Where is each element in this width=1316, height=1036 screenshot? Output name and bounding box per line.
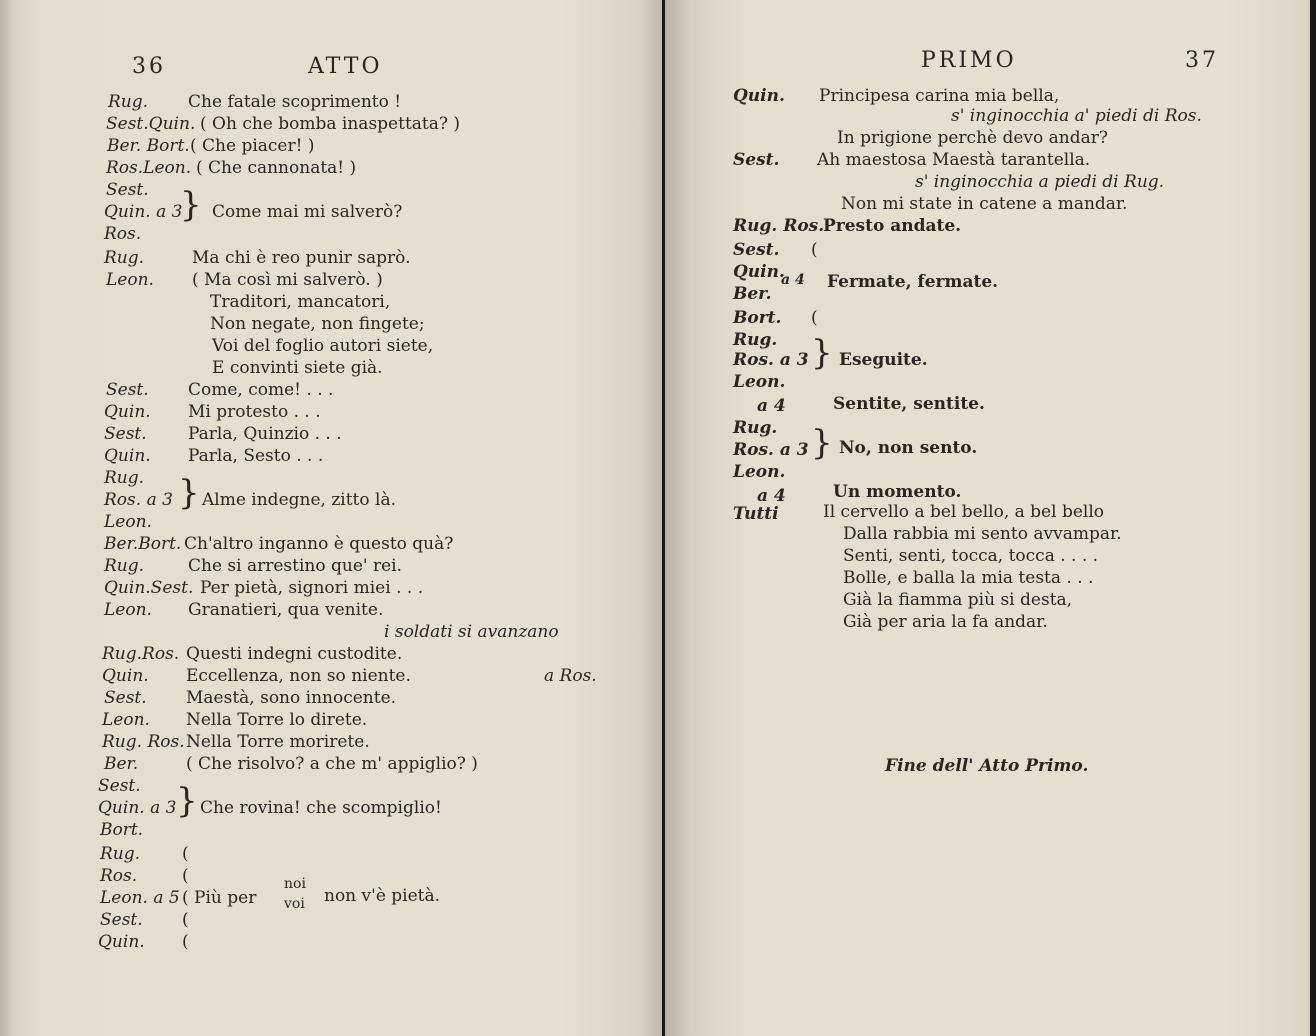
brace: }: [811, 333, 833, 373]
verse-line: Parla, Quinzio . . .: [188, 424, 342, 444]
speaker: Leon.: [104, 512, 152, 532]
speaker: Sest.: [104, 688, 147, 708]
stage-direction: s' inginocchia a piedi di Rug.: [915, 172, 1165, 192]
verse-line: Principesa carina mia bella,: [819, 86, 1060, 106]
verse-line: (: [182, 910, 189, 930]
verse-line: Eccellenza, non so niente.: [186, 666, 411, 686]
verse-line: Granatieri, qua venite.: [188, 600, 384, 620]
verse-line: Come mai mi salverò?: [212, 202, 403, 222]
speaker: Quin.: [98, 932, 145, 952]
verse-line: Nella Torre morirete.: [186, 732, 370, 752]
speaker: Rug.: [100, 844, 141, 864]
speaker: Ber.Bort.: [104, 534, 182, 554]
stage-direction: a Ros.: [544, 666, 597, 686]
speaker: Ber.: [104, 754, 139, 774]
speaker: Leon. a 5: [100, 888, 180, 908]
verse-line: Presto andate.: [823, 216, 962, 236]
speaker: Quin.: [102, 666, 149, 686]
speaker: Sest.: [733, 240, 780, 260]
speaker: Ros. a 3: [733, 350, 809, 370]
verse-line: Traditori, mancatori,: [210, 292, 391, 312]
speaker: Rug.: [104, 468, 145, 488]
speaker: Ber.: [733, 284, 772, 304]
speaker: Quin.: [733, 262, 785, 282]
right-page: [665, 0, 1316, 1036]
verse-line: Ah maestosa Maestà tarantella.: [817, 150, 1091, 170]
speaker: Ros. a 3: [733, 440, 809, 460]
verse-line: Bolle, e balla la mia testa . . .: [843, 568, 1094, 588]
verse-line: (: [182, 932, 189, 952]
speaker: Quin.: [104, 402, 151, 422]
speaker: Rug. Ros.: [733, 216, 825, 236]
verse-line: Ma chi è reo punir saprò.: [192, 248, 411, 268]
brace: }: [811, 423, 833, 463]
speaker: Quin. a 3: [98, 798, 177, 818]
speaker: Ros.: [100, 866, 138, 886]
speaker: Ros.: [104, 224, 142, 244]
speaker: a 4: [757, 486, 786, 506]
stage-direction: i soldati si avanzano: [384, 622, 559, 642]
speaker: Sest.: [100, 910, 143, 930]
verse-line: Che rovina! che scompiglio!: [200, 798, 442, 818]
speaker: Leon.: [106, 270, 154, 290]
verse-line: Fermate, fermate.: [827, 272, 999, 292]
verse-line: ( Più per: [182, 888, 257, 908]
stage-direction: s' inginocchia a' piedi di Ros.: [951, 106, 1202, 126]
speaker: Sest.: [104, 424, 147, 444]
brace: }: [176, 781, 198, 821]
speaker: Rug.: [733, 418, 778, 438]
brace: }: [178, 473, 200, 513]
verse-line: ( Oh che bomba inaspettata? ): [200, 114, 461, 134]
ensemble-count: a 4: [781, 272, 805, 288]
speaker: Rug.: [104, 556, 145, 576]
verse-line: ( Che piacer! ): [190, 136, 315, 156]
verse-line: ( Che risolvo? a che m' appiglio? ): [186, 754, 478, 774]
alternative-reading: voi: [284, 896, 305, 912]
verse-line: In prigione perchè devo andar?: [837, 128, 1109, 148]
speaker: Sest.: [733, 150, 780, 170]
verse-line: Come, come! . . .: [188, 380, 334, 400]
speaker: Rug.: [104, 248, 145, 268]
verse-line: No, non sento.: [839, 438, 978, 458]
speaker: Tutti: [733, 504, 779, 524]
brace: }: [180, 185, 202, 225]
verse-line: non v'è pietà.: [324, 886, 441, 906]
verse-line: E convinti siete già.: [212, 358, 383, 378]
verse-line: Nella Torre lo direte.: [186, 710, 368, 730]
speaker: Ros.Leon.: [106, 158, 192, 178]
verse-line: Il cervello a bel bello, a bel bello: [823, 502, 1104, 522]
alternative-reading: noi: [284, 876, 306, 892]
speaker: Sest.: [106, 180, 149, 200]
speaker: Sest.: [98, 776, 141, 796]
verse-line: Per pietà, signori miei . . .: [200, 578, 424, 598]
verse-line: Non negate, non fingete;: [210, 314, 425, 334]
verse-line: ( Che cannonata! ): [196, 158, 357, 178]
speaker: Quin. a 3: [104, 202, 183, 222]
verse-line: Dalla rabbia mi sento avvampar.: [843, 524, 1122, 544]
speaker: a 4: [757, 396, 786, 416]
speaker: Rug.Ros.: [102, 644, 180, 664]
verse-line: Ch'altro inganno è questo quà?: [184, 534, 454, 554]
verse-line: Maestà, sono innocente.: [186, 688, 397, 708]
verse-line: Un momento.: [833, 482, 962, 502]
speaker: Leon.: [102, 710, 150, 730]
verse-line: Che si arrestino que' rei.: [188, 556, 403, 576]
speaker: Bort.: [733, 308, 782, 328]
end-of-act-note: Fine dell' Atto Primo.: [885, 756, 1089, 776]
bracket: (: [811, 308, 818, 328]
speaker: Ber. Bort.: [107, 136, 190, 156]
verse-line: Senti, senti, tocca, tocca . . . .: [843, 546, 1099, 566]
speaker: Sest.Quin.: [106, 114, 196, 134]
speaker: Bort.: [100, 820, 144, 840]
verse-line: Mi protesto . . .: [188, 402, 321, 422]
verse-line: Voi del foglio autori siete,: [212, 336, 434, 356]
verse-line: Già per aria la fa andar.: [843, 612, 1048, 632]
bracket: (: [811, 240, 818, 260]
verse-line: ( Ma così mi salverò. ): [192, 270, 383, 290]
verse-line: Non mi state in catene a mandar.: [841, 194, 1128, 214]
speaker: Leon.: [104, 600, 152, 620]
speaker: Leon.: [733, 462, 786, 482]
running-head: ATTO: [308, 54, 383, 79]
speaker: Rug.: [108, 92, 149, 112]
verse-line: (: [182, 844, 189, 864]
speaker: Sest.: [106, 380, 149, 400]
verse-line: Già la fiamma più si desta,: [843, 590, 1073, 610]
speaker: Leon.: [733, 372, 786, 392]
page-number: 37: [1185, 48, 1219, 73]
speaker: Quin.: [104, 446, 151, 466]
verse-line: Alme indegne, zitto là.: [202, 490, 396, 510]
speaker: Ros. a 3: [104, 490, 173, 510]
verse-line: (: [182, 866, 189, 886]
verse-line: Questi indegni custodite.: [186, 644, 403, 664]
page-edge: [1310, 0, 1316, 1036]
speaker: Quin.Sest.: [104, 578, 194, 598]
speaker: Rug.: [733, 330, 778, 350]
page-number: 36: [132, 54, 166, 79]
verse-line: Eseguite.: [839, 350, 928, 370]
running-head: PRIMO: [921, 48, 1017, 73]
verse-line: Sentite, sentite.: [833, 394, 985, 414]
speaker: Quin.: [733, 86, 785, 106]
verse-line: Che fatale scoprimento !: [188, 92, 402, 112]
verse-line: Parla, Sesto . . .: [188, 446, 324, 466]
speaker: Rug. Ros.: [102, 732, 185, 752]
